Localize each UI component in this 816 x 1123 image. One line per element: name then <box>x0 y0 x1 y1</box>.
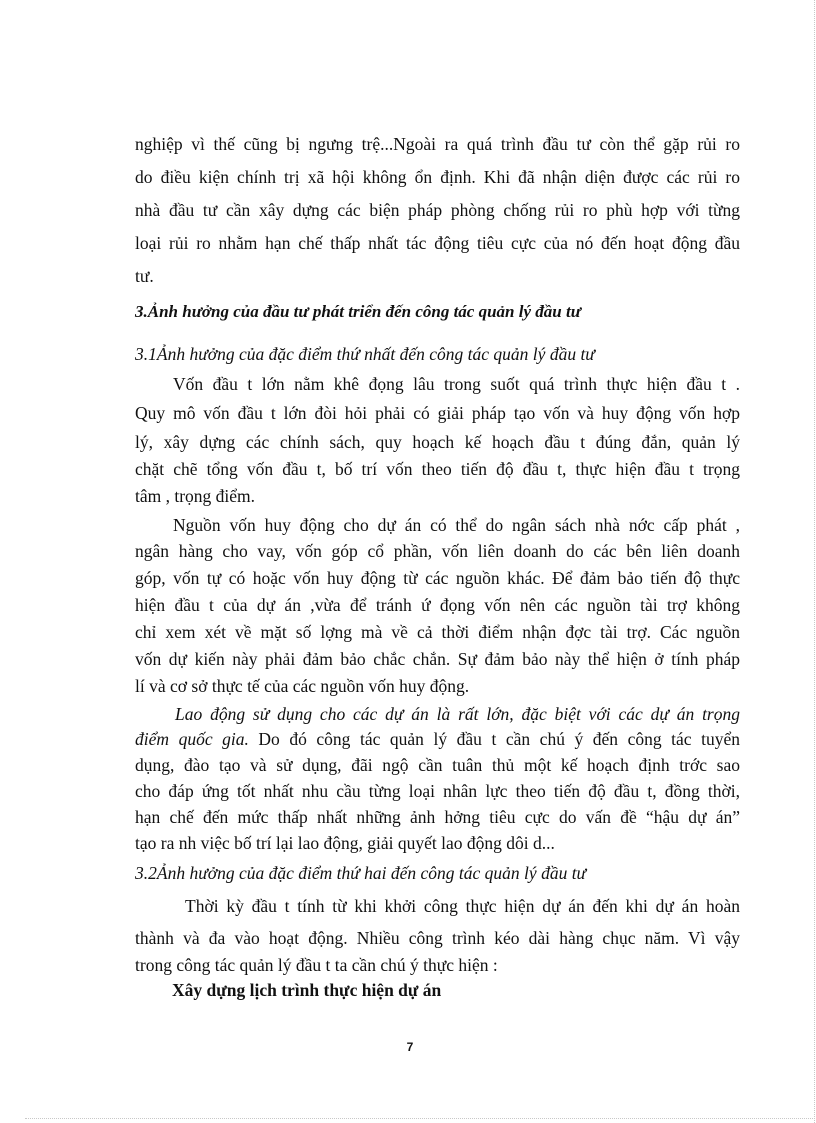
paragraph-line: góp, vốn tự có hoặc vốn huy động từ các nguồn khác. Để đảm bảo tiến độ thực <box>135 568 740 588</box>
paragraph-line: Quy mô vốn đầu t lớn đòi hỏi phải có giải pháp tạo vốn và huy động vốn hợp <box>135 403 740 423</box>
paragraph-line: lí và cơ sở thực tế của các nguồn vốn huy động. <box>135 676 470 696</box>
paragraph-line: lý, xây dựng các chính sách, quy hoạch kế hoạch đầu t đúng đắn, quản lý <box>135 432 740 452</box>
paragraph-line: nghiệp vì thế cũng bị ngưng trệ...Ngoài ra quá trình đầu tư còn thể gặp rủi ro <box>135 134 740 154</box>
line-text: Do đó công tác quản lý đầu t cần chú ý đến công tác tuyển <box>248 729 740 749</box>
footer-divider <box>25 1118 815 1119</box>
paragraph-line: Thời kỳ đầu t tính từ khi khởi công thực hiện dự án đến khi dự án hoàn <box>185 896 740 916</box>
paragraph-line: Nguồn vốn huy động cho dự án có thể do ngân sách nhà nớc cấp phát , <box>173 515 740 535</box>
paragraph-line: do điều kiện chính trị xã hội không ổn định. Khi đã nhận diện được các rủi ro <box>135 167 740 187</box>
subsection-heading: 3.2Ảnh hưởng của đặc điểm thứ hai đến công tác quản lý đầu tư <box>135 863 587 883</box>
paragraph-line: tạo ra nh việc bố trí lại lao động, giải quyết lao động dôi d... <box>135 833 555 853</box>
subsection-heading: 3.1Ảnh hưởng của đặc điểm thứ nhất đến công tác quản lý đầu tư <box>135 344 595 364</box>
section-heading: 3.Ảnh hưởng của đầu tư phát triển đến công tác quản lý đầu tư <box>135 302 581 321</box>
paragraph-line: chỉ xem xét về mặt số lợng mà về cả thời điểm nhận đợc tài trợ. Các nguồn <box>135 622 740 642</box>
paragraph-line: hiện đầu t của dự án ,vừa để tránh ứ đọng vốn nên các nguồn tài trợ không <box>135 595 740 615</box>
paragraph-line: trong công tác quản lý đầu t ta cần chú ý thực hiện : <box>135 955 498 975</box>
bold-subheading: Xây dựng lịch trình thực hiện dự án <box>172 980 442 1000</box>
paragraph-line: thành và đa vào hoạt động. Nhiều công trình kéo dài hàng chục năm. Vì vậy <box>135 928 740 948</box>
paragraph-line: hạn chế đến mức thấp nhất những ảnh hởng tiêu cực do vấn đề “hậu dự án” <box>135 807 740 827</box>
paragraph-line: tâm , trọng điểm. <box>135 486 256 506</box>
italic-phrase: điểm quốc gia. <box>135 729 249 749</box>
paragraph-line: Vốn đầu t lớn nằm khê đọng lâu trong suốt quá trình thực hiện đầu t . <box>173 374 740 394</box>
right-margin-divider <box>814 0 815 1123</box>
paragraph-line: ngân hàng cho vay, vốn góp cổ phần, vốn liên doanh do các bên liên doanh <box>135 541 740 561</box>
paragraph-line: cho đáp ứng tốt nhất nhu cầu từng loại nhân lực theo tiến độ đầu t, đồng thời, <box>135 781 740 801</box>
paragraph-line: tư. <box>135 266 154 286</box>
paragraph-line: loại rủi ro nhằm hạn chế thấp nhất tác động tiêu cực của nó đến hoạt động đầu <box>135 233 740 253</box>
paragraph-line <box>135 727 740 751</box>
paragraph-line: dụng, đào tạo và sử dụng, đãi ngộ cần tuân thủ một kế hoạch định trớc sao <box>135 755 740 775</box>
paragraph-line: chặt chẽ tổng vốn đầu t, bố trí vốn theo tiến độ đầu t, thực hiện đầu t trọng <box>135 459 740 479</box>
page-number: 7 <box>406 1040 414 1054</box>
paragraph-line: nhà đầu tư cần xây dựng các biện pháp phòng chống rủi ro phù hợp với từng <box>135 200 740 220</box>
paragraph-line: vốn dự kiến này phải đảm bảo chắc chắn. Sự đảm bảo này thể hiện ở tính pháp <box>135 649 740 669</box>
paragraph-line: Lao động sử dụng cho các dự án là rất lớn, đặc biệt với các dự án trọng <box>175 704 740 724</box>
